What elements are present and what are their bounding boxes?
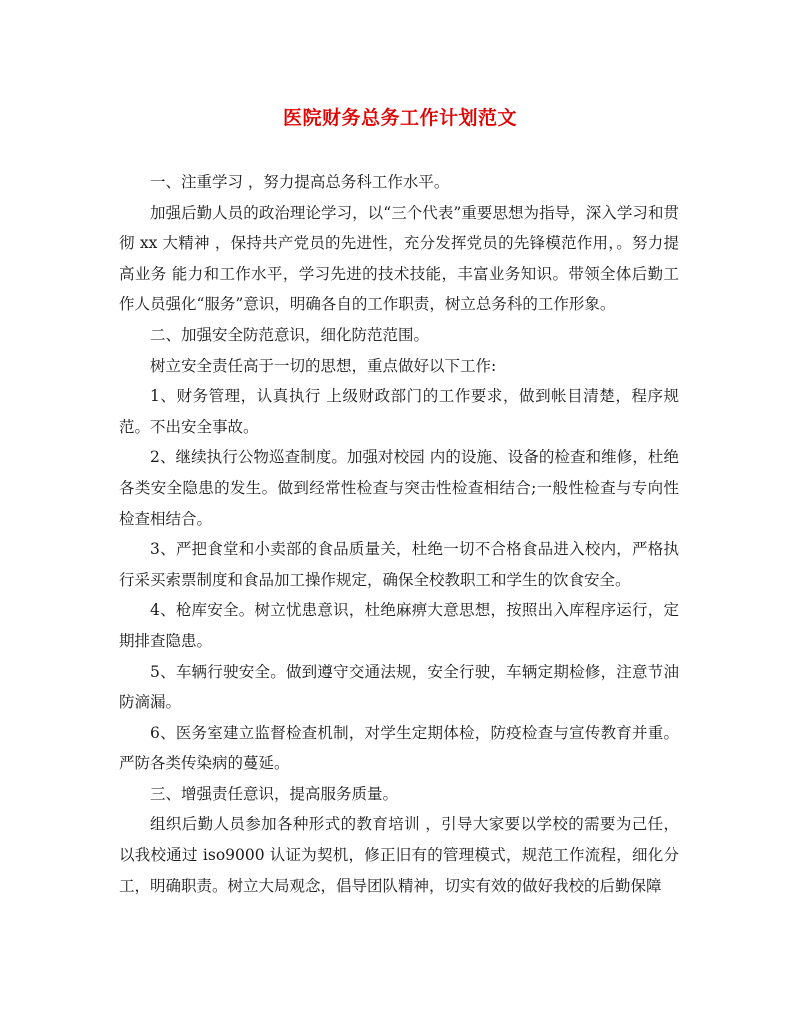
paragraph: 组织后勤人员参加各种形式的教育培训 ，引导大家要以学校的需要为己任，以我校通过 iso9000 认证为契机，修正旧有的管理模式，规范工作流程，细化分工，明确职责。树立大局观念，倡导团队精神，切实有效的做好我校的后勤保障: [119, 815, 679, 895]
list-item: 2、继续执行公物巡查制度。加强对校园 内的设施、设备的检查和维修，杜绝各类安全隐患的发生。做到经常性检查与突击性检查相结合;一般性检查与专向性检查相结合。: [119, 448, 679, 528]
section-heading-3: 三、增强责任意识，提高服务质量。: [150, 784, 399, 803]
list-item: 3、严把食堂和小卖部的食品质量关，杜绝一切不合格食品进入校内，严格执行采买索票制度和食品加工操作规定，确保全校教职工和学生的饮食安全。: [119, 540, 679, 589]
paragraph: 加强后勤人员的政治理论学习，以“三个代表”重要思想为指导，深入学习和贯彻 xx 大精神 ，保持共产党员的先进性，充分发挥党员的先锋模范作用，。努力提高业务 能力和工作水平，学习先进的技术技能，丰富业务知识。带领全体后勤工作人员强化“服务”意识，明确各自的工作职责，树立总务科的工作形象。: [119, 203, 679, 314]
list-item: 4、枪库安全。树立忧患意识，杜绝麻痹大意思想，按照出入库程序运行，定期排查隐患。: [119, 601, 679, 650]
section-heading-2: 二、加强安全防范意识，细化防范范围。: [150, 325, 430, 344]
document-body: [119, 167, 679, 901]
list-item: 1、财务管理，认真执行 上级财政部门的工作要求，做到帐目清楚，程序规范。不出安全事故。: [119, 387, 679, 436]
section-heading-1: 一、注重学习 ，努力提高总务科工作水平。: [150, 173, 450, 191]
document-title: 医院财务总务工作计划范文: [282, 107, 517, 129]
list-item: 5、车辆行驶安全。做到遵守交通法规，安全行驶，车辆定期检修，注意节油防滴漏。: [119, 662, 679, 712]
paragraph: 树立安全责任高于一切的思想，重点做好以下工作:: [150, 356, 497, 375]
list-item: 6、医务室建立监督检查机制，对学生定期体检，防疫检查与宣传教育并重。严防各类传染病的蔓延。: [119, 723, 679, 773]
